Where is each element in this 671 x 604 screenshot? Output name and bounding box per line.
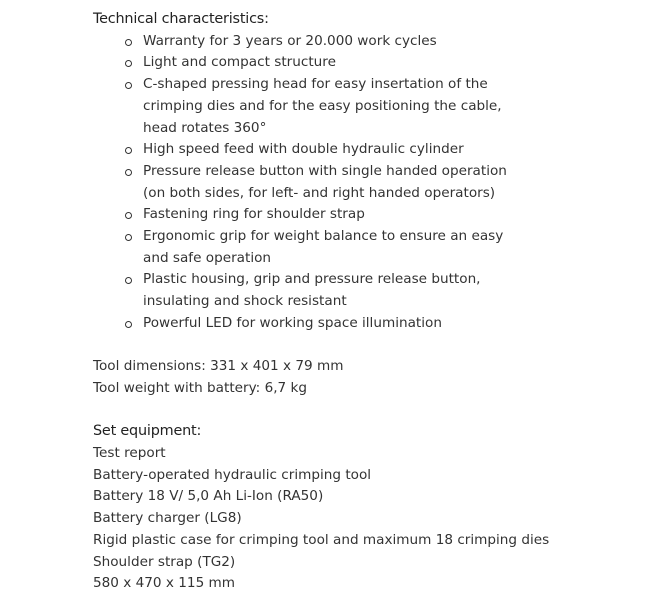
circle-bullet-icon xyxy=(125,212,132,219)
feature-text: C-shaped pressing head for easy insertation of the crimping dies and for the easy positioning the cable, head rotates 360° xyxy=(143,76,502,136)
feature-text: Powerful LED for working space illumination xyxy=(143,314,442,331)
feature-item xyxy=(143,52,533,74)
set-equipment-heading: Set equipment: xyxy=(93,423,202,440)
tool-weight: Tool weight with battery: 6,7 kg xyxy=(93,379,308,396)
circle-bullet-icon xyxy=(125,234,132,241)
equipment-item: Battery 18 V/ 5,0 Ah Li-Ion (RA50) xyxy=(93,488,324,505)
feature-item xyxy=(143,313,533,335)
feature-item xyxy=(143,139,533,161)
equipment-item: Battery-operated hydraulic crimping tool xyxy=(93,466,372,483)
circle-bullet-icon xyxy=(125,321,132,328)
spacer xyxy=(93,335,653,357)
feature-text: Pressure release button with single handed operation (on both sides, for left- and right handed operators) xyxy=(143,162,507,201)
feature-item xyxy=(143,74,533,139)
product-description xyxy=(93,9,653,595)
feature-text: High speed feed with double hydraulic cylinder xyxy=(143,141,464,158)
spacer xyxy=(93,400,653,422)
feature-text: Plastic housing, grip and pressure release button, insulating and shock resistant xyxy=(143,271,481,310)
feature-item xyxy=(143,31,533,53)
equipment-item: Rigid plastic case for crimping tool and maximum 18 crimping dies xyxy=(93,531,550,548)
circle-bullet-icon xyxy=(125,39,132,46)
feature-text: Warranty for 3 years or 20.000 work cycles xyxy=(143,32,437,49)
feature-text: Fastening ring for shoulder strap xyxy=(143,206,365,223)
equipment-item: Test report xyxy=(93,445,166,462)
tool-dimensions: Tool dimensions: 331 x 401 x 79 mm xyxy=(93,358,344,375)
features-list xyxy=(93,31,653,335)
circle-bullet-icon xyxy=(125,60,132,67)
feature-text: Light and compact structure xyxy=(143,54,336,71)
technical-characteristics-heading: Technical characteristics: xyxy=(93,11,269,27)
feature-item xyxy=(143,161,533,204)
circle-bullet-icon xyxy=(125,277,132,284)
feature-text: Ergonomic grip for weight balance to ensure an easy and safe operation xyxy=(143,228,504,266)
feature-item xyxy=(143,204,533,226)
circle-bullet-icon xyxy=(125,169,132,176)
circle-bullet-icon xyxy=(125,82,132,89)
circle-bullet-icon xyxy=(125,147,132,154)
feature-item xyxy=(143,226,533,269)
equipment-item: 580 x 470 x 115 mm xyxy=(93,575,236,592)
equipment-item: Shoulder strap (TG2) xyxy=(93,553,236,570)
equipment-item: Battery charger (LG8) xyxy=(93,510,242,527)
feature-item xyxy=(143,269,533,312)
